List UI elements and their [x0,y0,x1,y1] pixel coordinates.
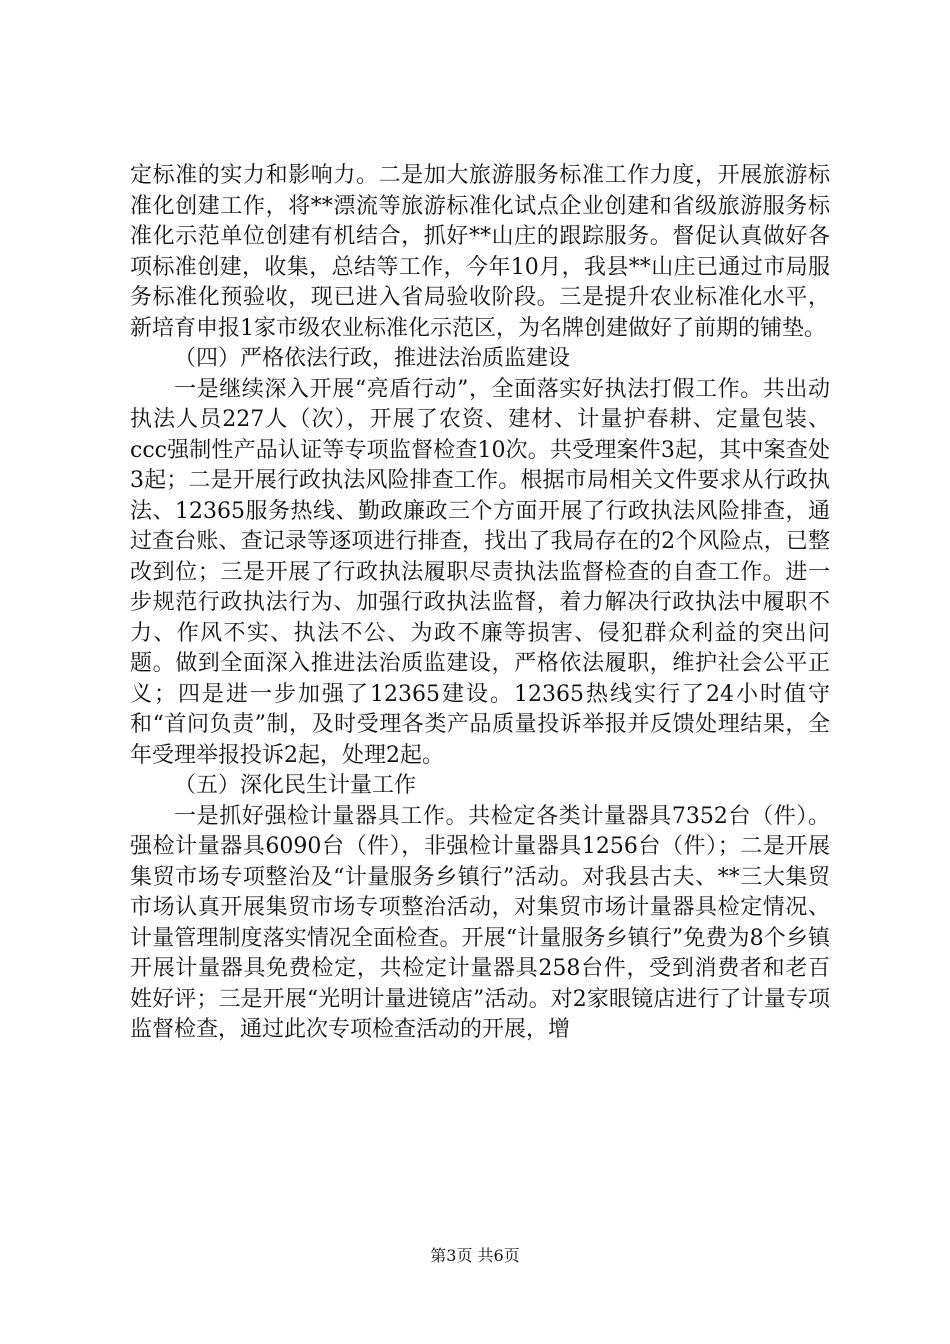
section-heading-five: （五）深化民生计量工作 [174,773,417,798]
paragraph-law-enforcement: 一是继续深入开展“亮盾行动”，全面落实好执法打假工作。共出动执法人员227人（次），开展了农资、建材、计量护春耕、定量包装、ccc强制性产品认证等专项监督检查10次。共受理案件3起，其中案查处3起；二是开展行政执法风险排查工作。根据市局相关文件要求从行政执法、12365服务热线、勤政廉政三个方面开展了行政执法风险排查，通过查台账、查记录等逐项进行排查，找出了我局存在的2个风险点，已整改到位；三是开展了行政执法履职尽责执法监督检查的自查工作。进一步规范行政执法行为、加强行政执法监督，着力解决行政执法中履职不力、作风不实、执法不公、为政不廉等损害、侵犯群众利益的突出问题。做到全面深入推进法治质监建设，严格依法履职，维护社会公平正义；四是进一步加强了12365建设。12365热线实行了24小时值守和“首问负责”制，及时受理各类产品质量投诉举报并反馈处理结果，全年受理举报投诉2起，处理2起。 [130,376,830,768]
paragraph-metrology: 一是抓好强检计量器具工作。共检定各类计量器具7352台（件）。强检计量器具6090台（件），非强检计量器具1256台（件）；二是开展集贸市场专项整治及“计量服务乡镇行”活动。对我县古夫、**三大集贸市场认真开展集贸市场专项整治活动，对集贸市场计量器具检定情况、计量管理制度落实情况全面检查。开展“计量服务乡镇行”免费为8个乡镇开展计量器具免费检定，共检定计量器具258台件，受到消费者和老百姓好评；三是开展“光明计量进镜店”活动。对2家眼镜店进行了计量专项监督检查，通过此次专项检查活动的开展，增 [130,803,830,1042]
paragraph-continuation: 定标准的实力和影响力。二是加大旅游服务标准工作力度，开展旅游标准化创建工作，将**漂流等旅游标准化试点企业创建和省级旅游服务标准化示范单位创建有机结合，抓好**山庄的跟踪服务。督促认真做好各项标准创建，收集，总结等工作，今年10月，我县**山庄已通过市局服务标准化预验收，现已进入省局验收阶段。三是提升农业标准化水平，新培育申报1家市级农业标准化示范区，为名牌创建做好了前期的铺垫。 [130,163,830,341]
document-body [130,161,830,1046]
section-heading-four: （四）严格依法行政，推进法治质监建设 [174,346,571,371]
page-number-footer: 第3页 共6页 [430,1246,520,1265]
